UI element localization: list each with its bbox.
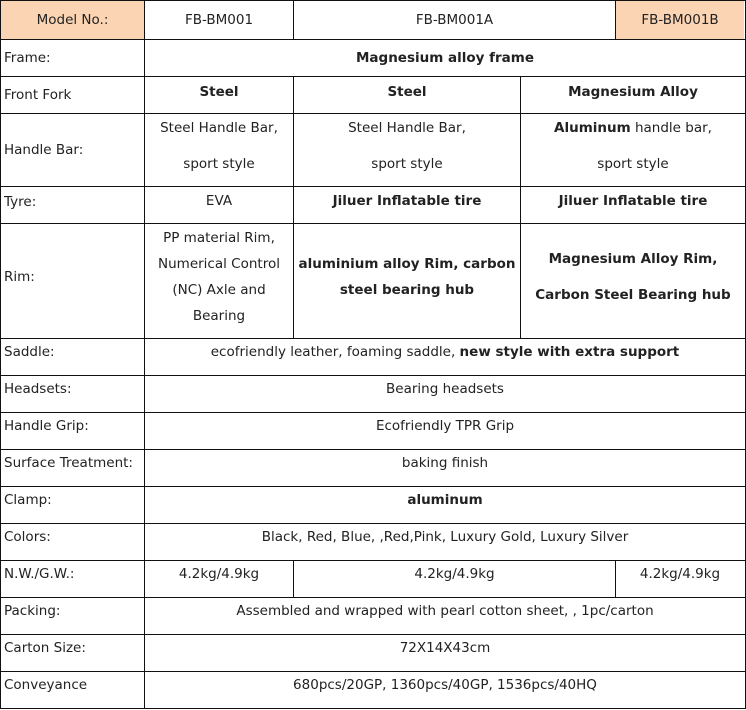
saddle-value [145, 339, 745, 365]
clamp-value: aluminum [407, 492, 483, 508]
rule-h [0, 375, 746, 376]
rule-v [615, 0, 616, 40]
tyre-label: Tyre: [4, 194, 37, 210]
front-fork-model-1: Steel [199, 84, 239, 100]
weight-model-1: 4.2kg/4.9kg [178, 566, 260, 582]
handle-bar-model-3-line-1 [554, 110, 712, 146]
rule-h [0, 634, 746, 635]
rim-model-3-line-2: Carbon Steel Bearing hub [535, 287, 731, 303]
rim-model-1-line-2: Numerical Control [158, 256, 280, 272]
conveyance-label: Conveyance [4, 677, 88, 693]
rule-v [520, 76, 521, 339]
frame-value: Magnesium alloy frame [355, 49, 535, 66]
saddle-label: Saddle: [4, 344, 55, 360]
handle-bar-model-1-line-1: Steel Handle Bar, [160, 120, 278, 136]
colors-value: Black, Red, Blue, ,Red,Pink, Luxury Gold, Luxury Silver [261, 529, 629, 545]
rim-model-2-line-1: aluminium alloy Rim, carbon [298, 256, 516, 272]
weight-label: N.W./G.W.: [4, 566, 75, 582]
rule-h [0, 223, 746, 224]
header-label: Model No.: [36, 12, 109, 28]
rim-model-1-line-3: (NC) Axle and [172, 282, 266, 298]
handle-grip-label: Handle Grip: [4, 418, 89, 434]
tyre-model-3: Jiluer Inflatable tire [558, 193, 708, 209]
rule-h [0, 412, 746, 413]
colors-label: Colors: [4, 529, 51, 545]
rule-h [0, 486, 746, 487]
rule-h [0, 338, 746, 339]
front-fork-label: Front Fork [4, 87, 72, 103]
header-model-1: FB-BM001 [184, 12, 254, 28]
rule-h [0, 671, 746, 672]
rule-h [0, 113, 746, 114]
handle-bar-model-1 [145, 110, 293, 182]
rule-h [0, 708, 746, 709]
rim-model-2 [294, 224, 520, 330]
rule-h [0, 186, 746, 187]
rim-model-3-line-1: Magnesium Alloy Rim, [548, 251, 718, 267]
weight-model-2: 4.2kg/4.9kg [414, 566, 495, 582]
rule-h [0, 523, 746, 524]
header-model-2: FB-BM001A [415, 12, 494, 28]
rule-h [0, 0, 746, 1]
surface-treatment-value: baking finish [401, 455, 489, 471]
handle-bar-model-1-line-2: sport style [183, 156, 255, 172]
handle-bar-model-2 [294, 110, 520, 182]
frame-label: Frame: [4, 49, 51, 66]
rim-model-1-line-4: Bearing [192, 308, 246, 324]
rim-model-3 [521, 224, 745, 330]
clamp-label: Clamp: [4, 492, 52, 508]
tyre-model-1: EVA [205, 193, 233, 209]
rule-h [0, 449, 746, 450]
surface-treatment-label: Surface Treatment: [4, 455, 133, 471]
rule-v [293, 560, 294, 598]
rim-model-1 [145, 224, 293, 330]
carton-size-value: 72X14X43cm [399, 640, 491, 656]
rule-v [293, 76, 294, 339]
rim-model-1-line-1: PP material Rim, [163, 230, 275, 246]
handle-bar-model-2-line-1: Steel Handle Bar, [348, 120, 466, 136]
rule-v [293, 0, 294, 40]
weight-model-3: 4.2kg/4.9kg [639, 566, 721, 582]
front-fork-model-2: Steel [387, 84, 427, 100]
header-model-3: FB-BM001B [641, 12, 719, 28]
handle-bar-model-3 [521, 110, 745, 182]
rule-h [0, 560, 746, 561]
handle-bar-label: Handle Bar: [4, 142, 84, 158]
headsets-value: Bearing headsets [386, 381, 504, 397]
rule-h [0, 76, 746, 77]
handle-bar-model-3-line-2: sport style [597, 156, 669, 172]
packing-value: Assembled and wrapped with pearl cotton sheet, , 1pc/carton [236, 603, 654, 619]
rule-v [144, 0, 145, 709]
tyre-model-2: Jiluer Inflatable tire [332, 193, 482, 209]
packing-label: Packing: [4, 603, 61, 619]
headsets-label: Headsets: [4, 381, 72, 397]
handle-bar-model-3-rest: handle bar, [630, 120, 712, 136]
rule-v [0, 0, 1, 709]
saddle-value-bold: new style with extra support [459, 344, 680, 360]
front-fork-model-3: Magnesium Alloy [568, 84, 698, 100]
carton-size-label: Carton Size: [4, 640, 86, 656]
rim-label: Rim: [4, 269, 35, 285]
conveyance-value: 680pcs/20GP, 1360pcs/40GP, 1536pcs/40HQ [293, 677, 597, 693]
handle-grip-value: Ecofriendly TPR Grip [375, 418, 515, 434]
rule-v [615, 560, 616, 598]
handle-bar-model-3-bold: Aluminum [554, 120, 631, 136]
rule-h [0, 39, 746, 40]
saddle-value-plain: ecofriendly leather, foaming saddle, [210, 344, 460, 360]
rule-h [0, 597, 746, 598]
rim-model-2-line-2: steel bearing hub [339, 282, 475, 298]
handle-bar-model-2-line-2: sport style [371, 156, 443, 172]
